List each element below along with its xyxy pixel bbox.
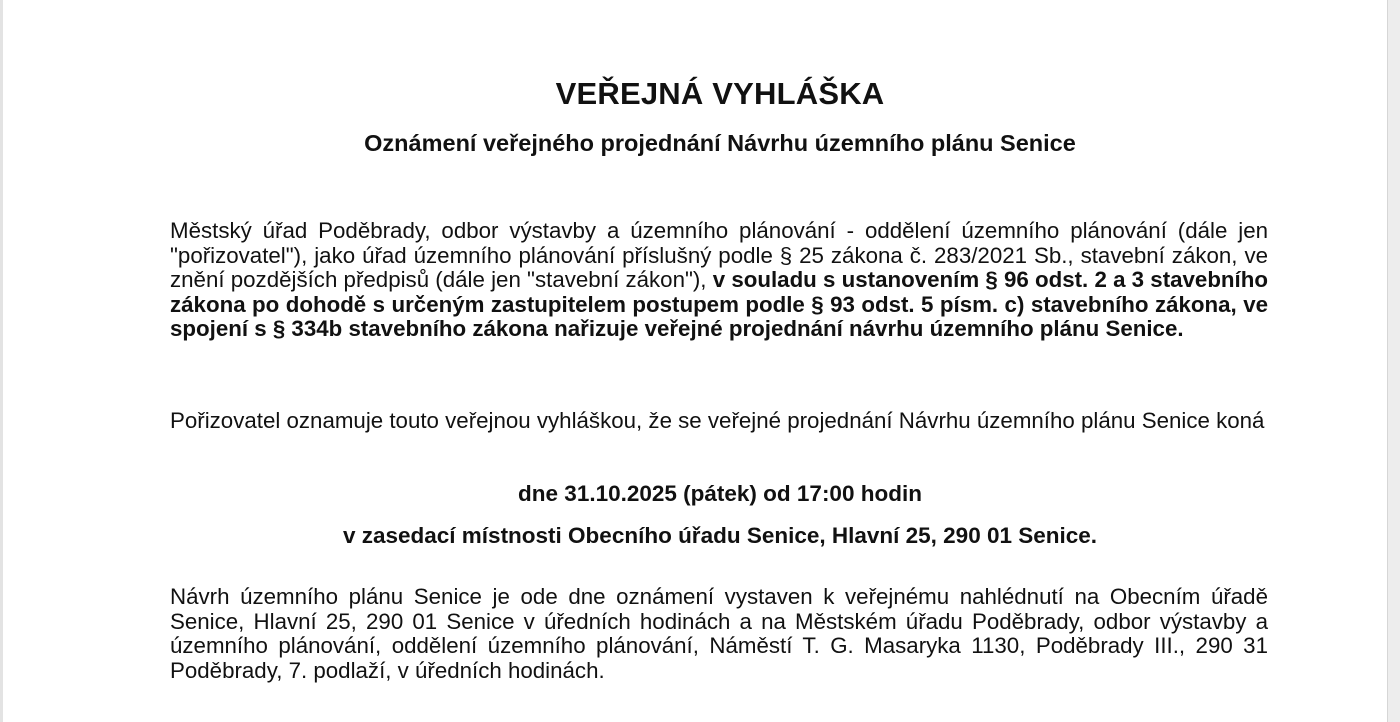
meeting-date: dne 31.10.2025 (pátek) od 17:00 hodin xyxy=(518,481,922,506)
intro-paragraph-plain: Městský úřad Poděbrady, odbor výstavby a územního plánování - oddělení územního plánování (dále jen "pořizovatel"), jako úřad územního plánování příslušný podle § 25 zákona č. 283/2021 Sb., stavební zákon, ve znění pozdějších předpisů (dále jen "stavební zákon"), xyxy=(170,218,1268,292)
intro-paragraph xyxy=(170,219,1268,342)
document-page xyxy=(3,0,1387,722)
document-title: VEŘEJNÁ VYHLÁŠKA xyxy=(555,76,885,111)
announcement-paragraph: Pořizovatel oznamuje touto veřejnou vyhláškou, že se veřejné projednání Návrhu územního plánu Senice koná xyxy=(170,408,1265,433)
document-subtitle: Oznámení veřejného projednání Návrhu územního plánu Senice xyxy=(364,130,1076,156)
meeting-place: v zasedací místnosti Obecního úřadu Senice, Hlavní 25, 290 01 Senice. xyxy=(342,523,1098,548)
inspection-paragraph: Návrh územního plánu Senice je ode dne oznámení vystaven k veřejnému nahlédnutí na Obecním úřadě Senice, Hlavní 25, 290 01 Senice v úředních hodinách a na Městském úřadu Poděbrady, odbor výstavby a územního plánování, oddělení územního plánování, Náměstí T. G. Masaryka 1130, Poděbrady III., 290 31 Poděbrady, 7. podlaží, v úředních hodinách. xyxy=(170,584,1268,683)
intro-paragraph-bold: v souladu s ustanovením § 96 odst. 2 a 3 stavebního zákona po dohodě s určeným zastupitelem postupem podle § 93 odst. 5 písm. c) stavebního zákona, ve spojení s § 334b stavebního zákona nařizuje veřejné projednání návrhu územního plánu Senice. xyxy=(170,267,1268,341)
scrollbar-track[interactable] xyxy=(1387,0,1400,722)
